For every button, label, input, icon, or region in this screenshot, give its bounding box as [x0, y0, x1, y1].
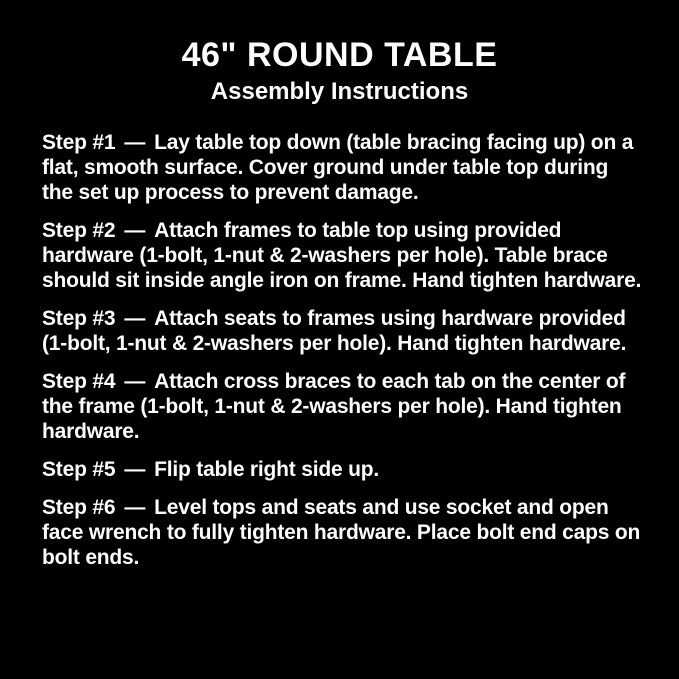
step-separator: —: [124, 131, 146, 154]
step-label: Step #2: [42, 219, 116, 242]
step-separator: —: [124, 307, 146, 330]
step-label: Step #1: [42, 131, 116, 154]
step-text: Lay table top down (table bracing facing up) on a flat, smooth surface. Cover ground under table top during the set up process to prevent damage.: [42, 131, 634, 204]
step-text: Attach frames to table top using provided hardware (1-bolt, 1-nut & 2-washers per hole). Table brace should sit inside angle iron on frame. Hand tighten hardware.: [42, 219, 642, 292]
step-separator: —: [124, 370, 146, 393]
step-item-6: [42, 495, 643, 570]
poster-title: 46" ROUND TABLE: [181, 36, 498, 74]
step-item-3: [42, 306, 643, 356]
step-item-2: [42, 218, 643, 293]
poster-subtitle: Assembly Instructions: [210, 78, 469, 105]
step-label: Step #6: [42, 496, 116, 519]
step-label: Step #3: [42, 307, 116, 330]
step-label: Step #4: [42, 370, 116, 393]
step-text: Attach seats to frames using hardware provided (1-bolt, 1-nut & 2-washers per hole). Hand tighten hardware.: [42, 307, 627, 355]
poster-header: [0, 0, 679, 106]
step-label: Step #5: [42, 458, 116, 481]
steps-list: [0, 106, 679, 570]
step-text: Flip table right side up.: [154, 458, 379, 481]
step-separator: —: [124, 219, 146, 242]
step-text: Attach cross braces to each tab on the center of the frame (1-bolt, 1-nut & 2-washers per hole). Hand tighten hardware.: [42, 370, 626, 443]
step-text: Level tops and seats and use socket and open face wrench to fully tighten hardware. Place bolt end caps on bolt ends.: [42, 496, 641, 569]
step-separator: —: [124, 458, 146, 481]
step-item-1: [42, 130, 643, 205]
step-item-4: [42, 369, 643, 444]
step-separator: —: [124, 496, 146, 519]
step-item-5: [42, 457, 643, 482]
